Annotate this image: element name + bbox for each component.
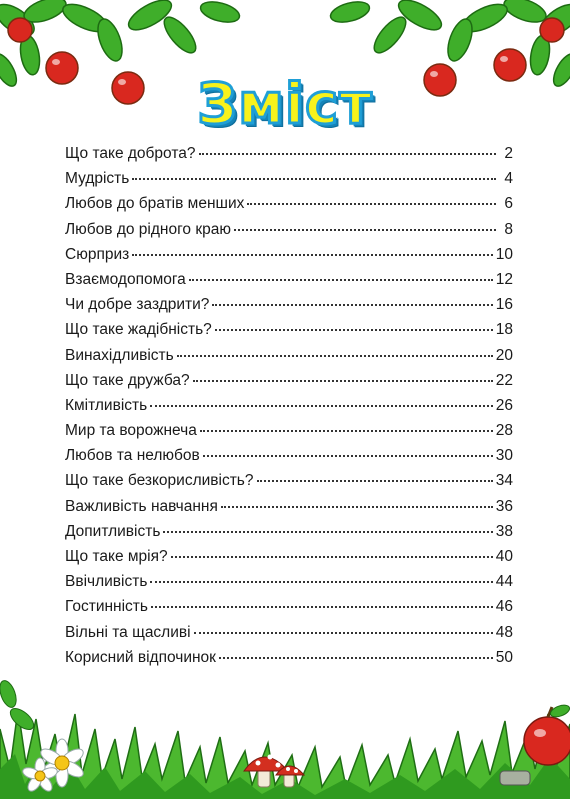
toc-entry-title: Важливість навчання bbox=[65, 497, 218, 515]
dot-leader bbox=[193, 380, 493, 382]
toc-entry bbox=[65, 296, 513, 321]
toc-entry-page: 48 bbox=[495, 623, 513, 641]
toc-entry-page: 44 bbox=[495, 573, 513, 591]
dot-leader bbox=[150, 405, 493, 407]
apple-icon bbox=[524, 703, 570, 765]
toc-entry-page: 38 bbox=[495, 522, 513, 540]
toc-entry bbox=[65, 472, 513, 497]
toc-entry-title: Любов до братів менших bbox=[65, 195, 245, 213]
toc-entry bbox=[65, 195, 513, 220]
toc-entry-page: 2 bbox=[504, 145, 513, 162]
toc-entry-page: 46 bbox=[495, 598, 513, 616]
toc-entry bbox=[65, 548, 513, 573]
toc-entry-title: Ввічливість bbox=[65, 573, 148, 591]
toc-entry-title: Що таке дружба? bbox=[65, 371, 190, 389]
toc-entry-title: Допитливість bbox=[65, 522, 161, 540]
toc-entry bbox=[65, 271, 513, 296]
toc-entry-title: Мудрість bbox=[65, 170, 130, 188]
toc-entry bbox=[65, 447, 513, 472]
toc-entry bbox=[65, 246, 513, 271]
toc-entry-page: 50 bbox=[495, 648, 513, 666]
toc-entry bbox=[65, 573, 513, 598]
toc-entry-title: Гостинність bbox=[65, 598, 148, 616]
toc-entry bbox=[65, 347, 513, 372]
dot-leader bbox=[189, 279, 493, 281]
toc-entry bbox=[65, 624, 513, 649]
toc-entry-page: 26 bbox=[495, 396, 513, 414]
toc-entry-title: Взаємодопомога bbox=[65, 270, 186, 288]
dot-leader bbox=[163, 531, 492, 533]
toc-entry-title: Мир та ворожнеча bbox=[65, 422, 197, 440]
dot-leader bbox=[203, 455, 493, 457]
toc-entry-title: Кмітливість bbox=[65, 396, 148, 414]
toc-entry-title: Сюрприз bbox=[65, 245, 130, 263]
toc-entry bbox=[65, 321, 513, 346]
toc-entry bbox=[65, 598, 513, 623]
dot-leader bbox=[194, 632, 493, 634]
dot-leader bbox=[177, 355, 493, 357]
dot-leader bbox=[234, 229, 496, 231]
toc-entry-page: 28 bbox=[495, 422, 513, 440]
toc-entry-title: Любов до рідного краю bbox=[65, 220, 231, 238]
toc-entry bbox=[65, 221, 513, 246]
toc-entry bbox=[65, 523, 513, 548]
toc-entry-page: 6 bbox=[504, 195, 513, 213]
toc-entry bbox=[65, 397, 513, 422]
toc-entry-title: Що таке мрія? bbox=[65, 548, 168, 565]
toc-entry-page: 34 bbox=[495, 472, 513, 490]
dot-leader bbox=[212, 304, 492, 306]
dot-leader bbox=[215, 329, 493, 331]
toc-entry bbox=[65, 422, 513, 447]
table-of-contents bbox=[65, 145, 513, 674]
toc-entry-page: 22 bbox=[495, 371, 513, 389]
toc-entry-page: 8 bbox=[504, 220, 513, 238]
dot-leader bbox=[221, 506, 493, 508]
dot-leader bbox=[200, 430, 493, 432]
toc-entry bbox=[65, 145, 513, 170]
toc-entry-title: Що таке безкорисливість? bbox=[65, 472, 254, 490]
toc-entry-title: Корисний відпочинок bbox=[65, 648, 216, 666]
toc-entry bbox=[65, 498, 513, 523]
toc-entry-page: 30 bbox=[495, 447, 513, 465]
toc-entry-title: Винахідливість bbox=[65, 346, 174, 364]
toc-entry-page: 12 bbox=[495, 270, 513, 288]
toc-entry-page: 40 bbox=[495, 548, 513, 565]
toc-entry-page: 10 bbox=[495, 245, 513, 263]
dot-leader bbox=[132, 178, 496, 180]
toc-entry-title: Вільні та щасливі bbox=[65, 623, 191, 641]
dot-leader bbox=[171, 556, 493, 558]
toc-entry-page: 36 bbox=[495, 497, 513, 515]
toc-entry-title: Чи добре заздрити? bbox=[65, 296, 210, 314]
dot-leader bbox=[150, 581, 492, 583]
dot-leader bbox=[199, 153, 497, 155]
toc-entry-page: 4 bbox=[504, 170, 513, 188]
toc-entry-title: Що таке жадібність? bbox=[65, 321, 212, 339]
toc-entry-page: 20 bbox=[495, 346, 513, 364]
toc-entry-title: Любов та нелюбов bbox=[65, 447, 200, 465]
dot-leader bbox=[132, 254, 493, 256]
grass-decoration bbox=[0, 659, 570, 799]
toc-entry bbox=[65, 170, 513, 195]
dot-leader bbox=[257, 480, 493, 482]
toc-entry-title: Що таке доброта? bbox=[65, 145, 196, 162]
toc-entry-page: 18 bbox=[495, 321, 513, 339]
toc-entry bbox=[65, 372, 513, 397]
toc-entry-page: 16 bbox=[495, 296, 513, 314]
dot-leader bbox=[151, 606, 493, 608]
dot-leader bbox=[247, 203, 496, 205]
page-title: Зміст bbox=[197, 72, 373, 137]
